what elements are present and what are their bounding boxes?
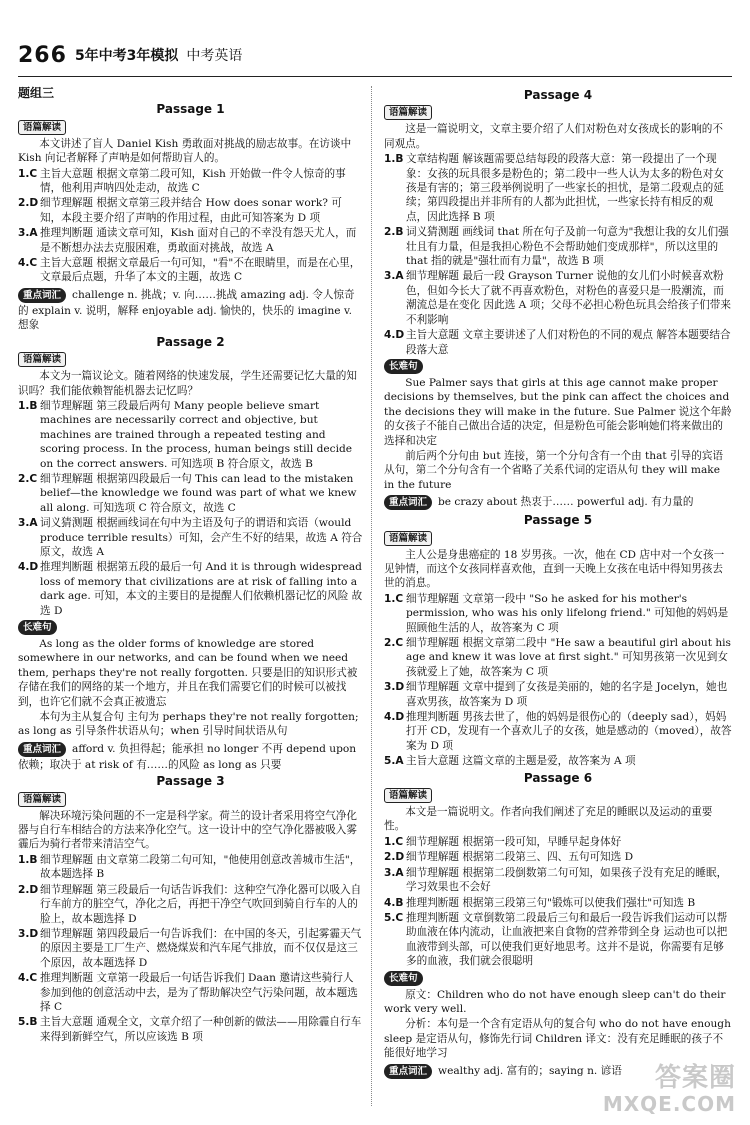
answer-item xyxy=(18,1015,363,1044)
answer-text: 细节理解题 最后一段 Grayson Turner 说他的女儿们小时候喜欢粉色，但如今长大了就不再喜欢粉色，对粉色的喜爱只是一股潮流，而潮流总是在变化 因此选 A 项；父母不必担心粉色玩具会给孩子们带来不利影响 xyxy=(406,270,731,326)
passage-title: Passage 5 xyxy=(523,513,593,528)
answer-number: 1.B xyxy=(18,853,38,866)
long-sentence: Sue Palmer says that girls at this age cannot make proper decisions by themselves, but the pink can affect the choices and the decisions they will make in the future. Sue Palmer 说这个年龄的女孩子不能自己做出合适的决定，但是粉色可能会影响她们将来做出的选择和决定 xyxy=(384,376,732,447)
answer-text: 细节理解题 根据第二段倒数第二句可知，如果孩子没有充足的睡眠，学习效果也不会好 xyxy=(406,866,728,894)
answer-item xyxy=(384,225,732,268)
long-sentence-note: 本句为主从复合句 主句为 perhaps they're not really forgotten; as long as 引导条件状语从句；when 引导时间状语从句 xyxy=(18,711,359,738)
answer-item xyxy=(18,971,363,1014)
long-sentence-note: 前后两个分句由 but 连接，第一个分句含有一个由 that 引导的宾语从句，第二个分句含有一个省略了关系代词的定语从句 they will make in the future xyxy=(384,449,724,491)
answer-text: 细节理解题 第三段最后两句 Many people believe smart machines are necessarily correct and objective, but machines are trained through a repeated testing and scoring process. In the process, human beings still decide on the correct answers. 可知选项 B 符合原文，故选 B xyxy=(40,399,353,470)
answer-item xyxy=(384,636,732,679)
answer-number: 3.D xyxy=(384,681,405,694)
answer-text: 细节理解题 第三段最后一句话告诉我们：这种空气净化器可以吸入自行车前方的脏空气，净化之后，再把干净空气吹回到骑自行车的人的脸上，故本题选择 D xyxy=(40,883,362,925)
long-sentence: As long as the older forms of knowledge are stored somewhere in our networks, and can be found when we need them, perhaps they're not really forgotten. 只要是旧的知识形式被存储在我们的网络的某一个地方，并且在我们需要它们的时候可以被找到，也许它们就不会真正被遗忘 xyxy=(18,638,358,708)
answer-item xyxy=(18,196,363,225)
answer-number: 2.C xyxy=(384,637,404,649)
vocab-tag: 重点词汇 xyxy=(18,742,66,757)
answer-text: 细节理解题 第四段最后一句告诉我们：在中国的冬天，引起雾霾天气的原因主要是工厂生产、燃烧煤炭和汽车尾气排放，而不仅仅是这三个原因，故本题选择 D xyxy=(40,927,362,969)
passage-intro: 主人公是身患癌症的 18 岁男孩。一次，他在 CD 店中对一个女孩一见钟情，而这个女孩同样喜欢他，直到一天晚上女孩在电话中得知男孩去世的消息。 xyxy=(384,548,725,590)
answer-item xyxy=(18,560,363,618)
answer-text: 推理判断题 文章倒数第二段最后三句和最后一段告诉我们运动可以帮助血液在体内流动，让血液把来自食物的营养带到全身 运动也可以把血液带到头部，可以使我们更好地思考。这并不是说，你需要有足够多的血液，我们就会很聪明 xyxy=(406,911,728,968)
answer-text: 推理判断题 根据第五段的最后一句 And it is through widespread loss of memory that civilizations are at risk of falling into a dark age. 可知，本文的主要目的是提醒人们依赖机器记忆的风险 故选 D xyxy=(40,561,363,617)
passage-intro: 本文讲述了盲人 Daniel Kish 勇敢面对挑战的励志故事。在访谈中 Kish 向记者解释了声呐是如何帮助盲人的。 xyxy=(18,137,352,165)
header-rule xyxy=(18,76,732,77)
answer-item xyxy=(384,896,732,910)
answer-number: 4.B xyxy=(384,896,404,909)
answer-number: 1.B xyxy=(18,399,38,412)
vocab-text: be crazy about 热衷于…… powerful adj. 有力量的 xyxy=(438,496,694,509)
answer-number: 3.D xyxy=(18,927,39,940)
watermark-line2: MXQE.COM xyxy=(602,1092,736,1116)
answer-text: 主旨大意题 文章主要讲述了人们对粉色的不同的观点 解答本题要结合段落大意 xyxy=(406,329,731,356)
passage-intro: 这是一篇说明文，文章主要介绍了人们对粉色对女孩成长的影响的不同观点。 xyxy=(384,123,723,150)
answer-item xyxy=(384,754,732,768)
analysis-tag: 语篇解读 xyxy=(384,531,432,546)
book-title: 5年中考3年模拟 xyxy=(74,48,179,64)
passage-intro: 本文是一篇说明文。作者向我们阐述了充足的睡眠以及运动的重要性。 xyxy=(384,806,713,833)
answer-text: 文章结构题 解该题需要总结每段的段落大意：第一段提出了一个现象：女孩的玩具很多是粉色的；第二段中一些人认为太多的粉色对女孩是有害的；第三段举例说明了一些家长的担忧，是第二段观点的延续；第四段提出并非所有的人都为此担忧，一些家长持有相反的观点，因此选择 B 项 xyxy=(406,153,724,223)
page-number: 266 xyxy=(18,42,67,68)
answer-text: 细节理解题 根据第二段第三、四、五句可知选 D xyxy=(406,851,634,864)
answer-item xyxy=(384,680,732,709)
answer-text: 主旨大意题 根据文章最后一句可知，"看"不在眼睛里，而是在心里，文章最后点题，升华了本文的主题，故选 C xyxy=(40,257,361,284)
answer-text: 主旨大意题 通观全文，文章介绍了一种创新的做法——用除霾自行车来得到新鲜空气，所以应该选 B 项 xyxy=(40,1016,362,1043)
answer-number: 2.D xyxy=(18,883,39,896)
answer-text: 词义猜测题 画线词 that 所在句子及前一句意为"我想让我的女儿们强壮且有力量，但是我担心粉色不会帮助她们变成那样"，所以这里的 that 指的就是"强壮而有力量"，故选 B 项 xyxy=(406,226,729,268)
answer-text: 细节理解题 文章第一段中 "So he asked for his mother's permission, who was his only lifelong friend." 可知他的妈妈是照顾他生活的人，故答案为 C 项 xyxy=(406,592,729,634)
analysis-tag: 语篇解读 xyxy=(18,120,66,135)
answer-item xyxy=(18,256,363,285)
answer-number: 2.B xyxy=(384,226,404,239)
answer-text: 主旨大意题 这篇文章的主题是爱，故答案为 A 项 xyxy=(406,755,636,768)
answer-item xyxy=(18,226,363,255)
passage-title: Passage 6 xyxy=(523,770,593,785)
vocab-tag: 重点词汇 xyxy=(384,495,432,510)
answer-number: 4.D xyxy=(18,561,39,574)
answer-number: 2.D xyxy=(18,197,39,210)
vocab-text: wealthy adj. 富有的；saying n. 谚语 xyxy=(438,1064,622,1077)
long-sentence: 原文：Children who do not have enough sleep can't do their work very well. xyxy=(384,988,726,1015)
answer-number: 1.C xyxy=(18,167,38,180)
answer-number: 1.C xyxy=(384,592,404,605)
answer-number: 4.D xyxy=(384,329,405,342)
answer-item xyxy=(384,328,732,357)
answer-text: 细节理解题 根据第四段最后一句 This can lead to the mistaken belief—the knowledge we found was part of what we knew all along. 可知选项 C 符合原文，故选 C xyxy=(40,472,357,514)
answer-item xyxy=(18,853,363,882)
answer-item xyxy=(384,835,732,849)
answer-text: 推理判断题 男孩去世了，他的妈妈是很伤心的（deeply sad），妈妈打开 CD，发现有一个喜欢儿子的女孩，她是感动的（moved），故答案为 D 项 xyxy=(406,711,732,752)
answer-item xyxy=(18,167,363,196)
answer-number: 4.C xyxy=(18,972,38,985)
answer-text: 细节理解题 根据文章第三段并结合 How does sonar work? 可知，本段主要介绍了声呐的作用过程，由此可知答案为 D 项 xyxy=(40,197,342,224)
answer-item xyxy=(384,152,732,224)
passage-intro: 解决环境污染问题的不一定是科学家。荷兰的设计者采用将空气净化器与自行车相结合的方法来净化空气。这一设计中的空气净化器被吸入雾霾后为骑行者带来清洁空气。 xyxy=(18,809,357,851)
answer-item xyxy=(18,399,363,471)
long-sentence-tag: 长难句 xyxy=(384,359,423,374)
analysis-tag: 语篇解读 xyxy=(18,352,66,367)
vocab-block xyxy=(18,287,363,333)
answer-number: 3.A xyxy=(18,227,38,240)
answer-item xyxy=(18,472,363,515)
analysis-tag: 语篇解读 xyxy=(18,792,66,807)
answer-item xyxy=(384,866,732,895)
answer-text: 词义猜测题 根据画线词在句中为主语及句子的谓语和宾语（would produce terrible results）可知，会产生不好的结果，故选 A 符合原文，故选 A xyxy=(40,517,363,558)
passage-title: Passage 2 xyxy=(156,334,225,349)
answer-number: 3.A xyxy=(18,517,38,530)
answer-text: 推理判断题 根据第三段第三句"锻炼可以使我们强壮"可知选 B xyxy=(406,896,696,909)
answer-item xyxy=(18,516,363,559)
vocab-text: challenge n. 挑战；v. 向……挑战 amazing adj. 令人惊奇的 explain v. 说明，解释 enjoyable adj. 愉快的，快乐的 imagine v. 想象 xyxy=(18,288,355,332)
vocab-tag: 重点词汇 xyxy=(384,1064,432,1079)
answer-item xyxy=(384,710,732,753)
watermark-line1: 答案圈 xyxy=(654,1063,736,1093)
answer-number: 2.C xyxy=(18,472,38,485)
group-title: 题组三 xyxy=(18,86,55,100)
answer-number: 3.A xyxy=(384,270,404,283)
answer-number: 4.C xyxy=(18,257,38,270)
long-sentence-tag: 长难句 xyxy=(384,971,423,986)
answer-number: 5.A xyxy=(384,755,404,768)
left-column xyxy=(18,86,363,1045)
answer-item xyxy=(384,850,732,864)
right-column xyxy=(384,86,732,1082)
passage-intro: 本文为一篇议论文。随着网络的快速发展，学生还需要记忆大量的知识吗？我们能依赖智能机器去记忆吗？ xyxy=(18,370,357,397)
page-header xyxy=(18,40,242,70)
answer-text: 推理判断题 通读文章可知，Kish 面对自己的不幸没有怨天尤人，而是不断想办法去克服困难，勇敢面对挑战，故选 A xyxy=(40,227,357,254)
answer-text: 细节理解题 文章中提到了女孩是美丽的，她的名字是 Jocelyn，她也喜欢男孩，故答案为 D 项 xyxy=(406,681,728,708)
answer-text: 细节理解题 由文章第二段第二句可知，"他使用创意改善城市生活"，故本题选择 B xyxy=(40,853,361,881)
analysis-tag: 语篇解读 xyxy=(384,788,432,803)
passage-title: Passage 1 xyxy=(156,102,225,117)
answer-number: 1.C xyxy=(384,835,404,848)
answer-item xyxy=(18,883,363,926)
subject-title: 中考英语 xyxy=(186,48,243,64)
answer-item xyxy=(384,269,732,327)
analysis-tag: 语篇解读 xyxy=(384,105,432,120)
passage-title: Passage 3 xyxy=(156,774,225,789)
vocab-block xyxy=(18,741,363,772)
vocab-tag: 重点词汇 xyxy=(18,288,66,303)
answer-item xyxy=(18,927,363,970)
answer-text: 推理判断题 文章第一段最后一句话告诉我们 Daan 邀请这些骑行人参加到他的创意活动中去，是为了帮助解决空气污染问题，故本题选择 C xyxy=(40,972,358,1013)
answer-item xyxy=(384,592,732,635)
answer-number: 2.D xyxy=(384,851,405,864)
answer-number: 3.A xyxy=(384,866,404,879)
passage-title: Passage 4 xyxy=(523,88,593,102)
answer-number: 4.D xyxy=(384,711,405,724)
answer-item xyxy=(384,911,732,969)
long-sentence-note: 分析：本句是一个含有定语从句的复合句 who do not have enough sleep 是定语从句，修饰先行词 Children 译文：没有充足睡眠的孩子不能很好地学习 xyxy=(384,1018,731,1060)
column-divider xyxy=(371,86,372,1106)
answer-text: 主旨大意题 根据文章第二段可知，Kish 开始做一件令人惊奇的事情，他利用声呐四处走动，故选 C xyxy=(40,167,346,195)
answer-number: 1.B xyxy=(384,153,404,166)
vocab-block xyxy=(384,494,732,511)
answer-number: 5.B xyxy=(18,1016,38,1029)
long-sentence-tag: 长难句 xyxy=(18,620,57,635)
answer-number: 5.C xyxy=(384,911,404,924)
site-watermark xyxy=(603,1065,736,1117)
answer-text: 细节理解题 根据第一段可知，早睡早起身体好 xyxy=(406,835,622,848)
vocab-text: afford v. 负担得起；能承担 no longer 不再 depend upon 依赖；取决于 at risk of 有……的风险 as long as 只要 xyxy=(18,742,357,771)
answer-text: 细节理解题 根据文章第二段中 "He saw a beautiful girl about his age and knew it was love at first sight." 可知男孩第一次见到女孩就爱上了她，故答案为 C 项 xyxy=(406,637,731,678)
